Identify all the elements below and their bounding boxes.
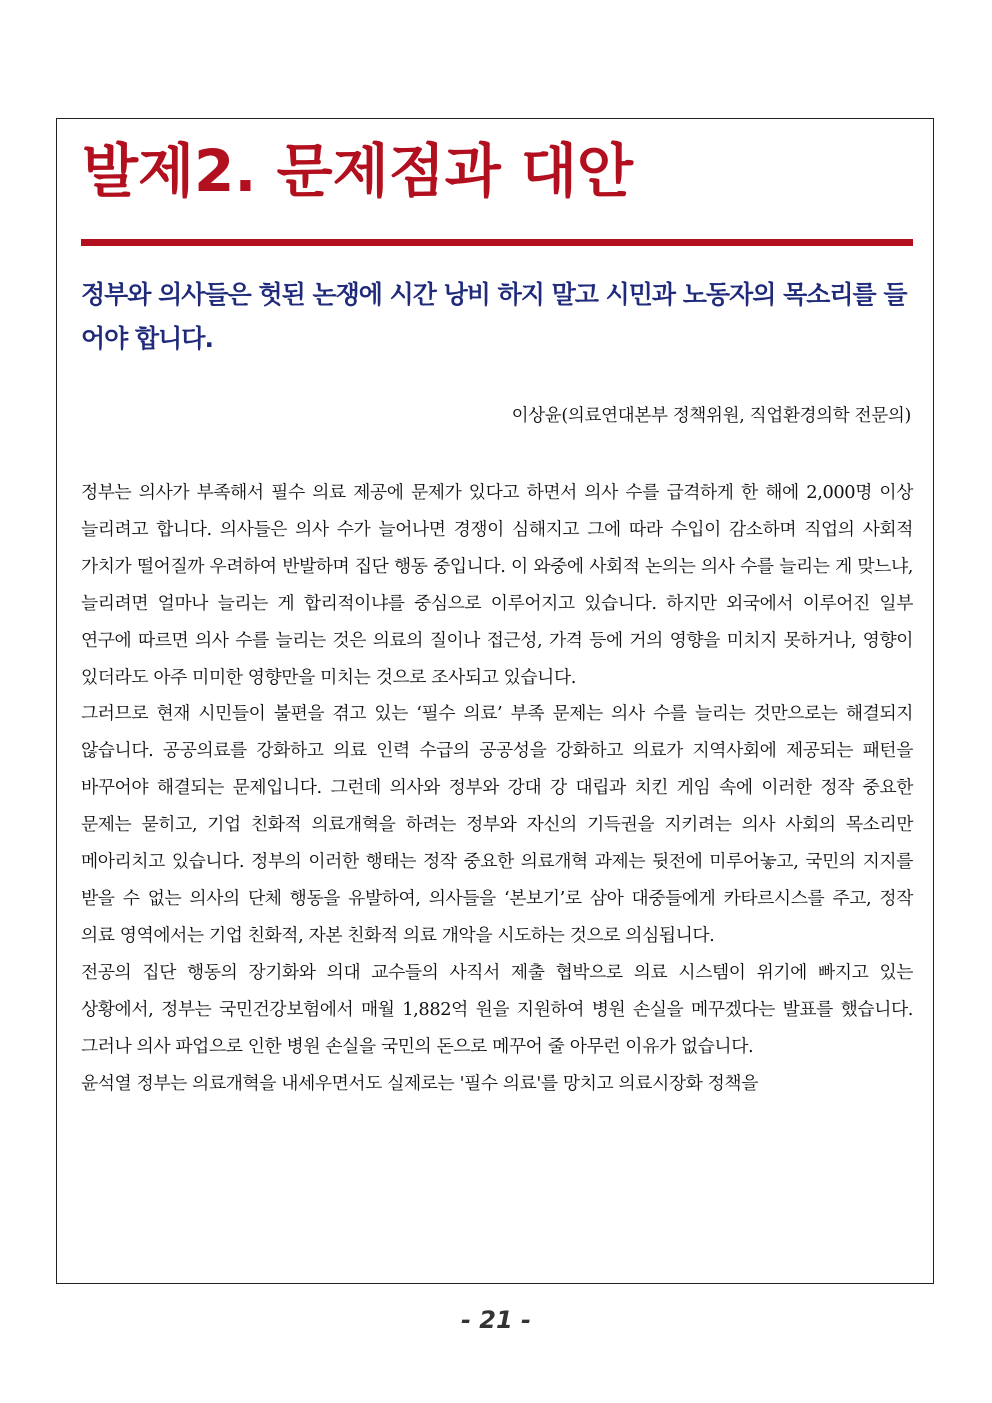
- paragraph: 정부는 의사가 부족해서 필수 의료 제공에 문제가 있다고 하면서 의사 수를 급격하게 한 해에 2,000명 이상 늘리려고 합니다. 의사들은 의사 수가 늘어나면 경쟁이 심해지고 그에 따라 수입이 감소하며 직업의 사회적 가치가 떨어질까 우려하여 반발하며 집단 행동 중입니다. 이 와중에 사회적 논의는 의사 수를 늘리는 게 맞느냐, 늘리려면 얼마나 늘리는 게 합리적이냐를 중심으로 이루어지고 있습니다. 하지만 외국에서 이루어진 일부 연구에 따르면 의사 수를 늘리는 것은 의료의 질이나 접근성, 가격 등에 거의 영향을 미치지 못하거나, 영향이 있더라도 아주 미미한 영향만을 미치는 것으로 조사되고 있습니다.: [81, 482, 913, 688]
- document-title: 발제2. 문제점과 대안: [82, 137, 633, 205]
- paragraph: 윤석열 정부는 의료개혁을 내세우면서도 실제로는 '필수 의료'를 망치고 의료시장화 정책을: [81, 1072, 758, 1094]
- body-text: [81, 475, 913, 1102]
- title-divider: [81, 239, 913, 246]
- page-frame: [56, 118, 934, 1284]
- author-line: 이상윤(의료연대본부 정책위원, 직업환경의학 전문의): [511, 406, 911, 426]
- paragraph: 그러므로 현재 시민들이 불편을 겪고 있는 ‘필수 의료’ 부족 문제는 의사 수를 늘리는 것만으로는 해결되지 않습니다. 공공의료를 강화하고 의료 인력 수급의 공공성을 강화하고 의료가 지역사회에 제공되는 패턴을 바꾸어야 해결되는 문제입니다. 그런데 의사와 정부와 강대 강 대립과 치킨 게임 속에 이러한 정작 중요한 문제는 묻히고, 기업 친화적 의료개혁을 하려는 정부와 자신의 기득권을 지키려는 의사 사회의 목소리만 메아리치고 있습니다. 정부의 이러한 행태는 정작 중요한 의료개혁 과제는 뒷전에 미루어놓고, 국민의 지지를 받을 수 없는 의사의 단체 행동을 유발하여, 의사들을 ‘본보기’로 삼아 대중들에게 카타르시스를 주고, 정작 의료 영역에서는 기업 친화적, 자본 친화적 의료 개악을 시도하는 것으로 의심됩니다.: [81, 703, 913, 946]
- page-number: - 21 -: [460, 1306, 532, 1334]
- document-subtitle: 정부와 의사들은 헛된 논쟁에 시간 낭비 하지 말고 시민과 노동자의 목소리를 들어야 합니다.: [81, 280, 907, 353]
- paragraph: 전공의 집단 행동의 장기화와 의대 교수들의 사직서 제출 협박으로 의료 시스템이 위기에 빠지고 있는 상황에서, 정부는 국민건강보험에서 매월 1,882억 원을 지원하여 병원 손실을 메꾸겠다는 발표를 했습니다. 그러나 의사 파업으로 인한 병원 손실을 국민의 돈으로 메꾸어 줄 아무런 이유가 없습니다.: [81, 961, 913, 1057]
